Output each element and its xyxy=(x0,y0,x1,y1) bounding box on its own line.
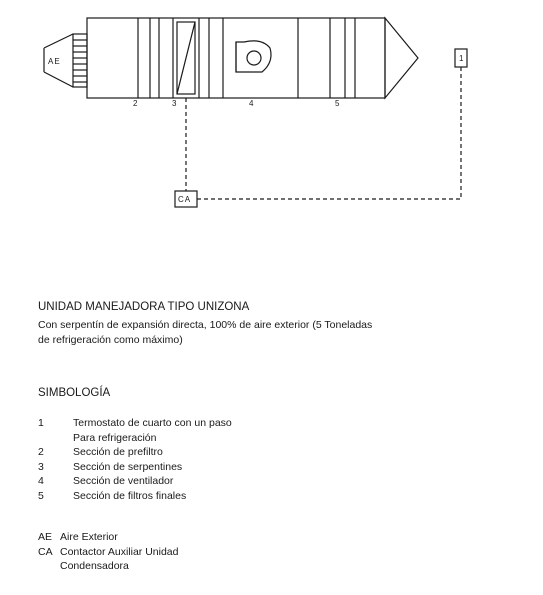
legend-title: SIMBOLOGÍA xyxy=(38,387,111,399)
legend-text: Sección de ventilador xyxy=(73,475,174,487)
abbreviation-item xyxy=(38,530,240,545)
legend-item xyxy=(38,445,243,460)
legend-text: Sección de serpentines xyxy=(73,460,183,473)
unit-subtitle: Con serpentín de expansión directa, 100% de aire exterior (5 Toneladas de refrigeración como máximo) xyxy=(38,319,373,346)
legend-text: Sección de prefiltro xyxy=(73,446,163,458)
legend-text: Sección de filtros finales xyxy=(73,489,187,502)
ca-label: CA xyxy=(178,195,192,204)
abbreviation-item xyxy=(38,545,240,574)
unit-housing xyxy=(87,18,418,98)
legend-item xyxy=(38,474,243,489)
legend-item xyxy=(38,489,243,504)
legend-key: 4 xyxy=(38,475,44,487)
section-3-label: 3 xyxy=(172,99,177,108)
legend-item xyxy=(38,416,243,445)
unit-title: UNIDAD MANEJADORA TIPO UNIZONA xyxy=(38,301,250,313)
abbreviation-list xyxy=(38,530,240,574)
prefilter-section xyxy=(138,18,159,98)
fan-section xyxy=(223,18,298,98)
ae-label: AE xyxy=(48,57,61,66)
section-4-label: 4 xyxy=(249,99,254,108)
abbreviation-text: Aire Exterior xyxy=(60,531,118,543)
legend-key: 3 xyxy=(38,460,44,473)
section-5-label: 5 xyxy=(335,99,340,108)
thermostat-label: 1 xyxy=(459,54,464,63)
legend-key: 5 xyxy=(38,489,44,502)
abbreviation-key: CA xyxy=(38,545,53,558)
abbreviation-key: AE xyxy=(38,531,53,543)
coil-section xyxy=(173,18,209,98)
final-filter-section xyxy=(330,18,355,98)
abbreviation-text: Contactor Auxiliar Unidad Condensadora xyxy=(60,545,179,572)
legend-text: Termostato de cuarto con un paso Para refrigeración xyxy=(73,417,232,444)
control-wiring xyxy=(186,67,461,199)
legend-item xyxy=(38,460,243,475)
section-2-label: 2 xyxy=(133,99,138,108)
legend-list xyxy=(38,416,243,503)
legend-key: 2 xyxy=(38,446,44,458)
legend-key: 1 xyxy=(38,417,44,429)
